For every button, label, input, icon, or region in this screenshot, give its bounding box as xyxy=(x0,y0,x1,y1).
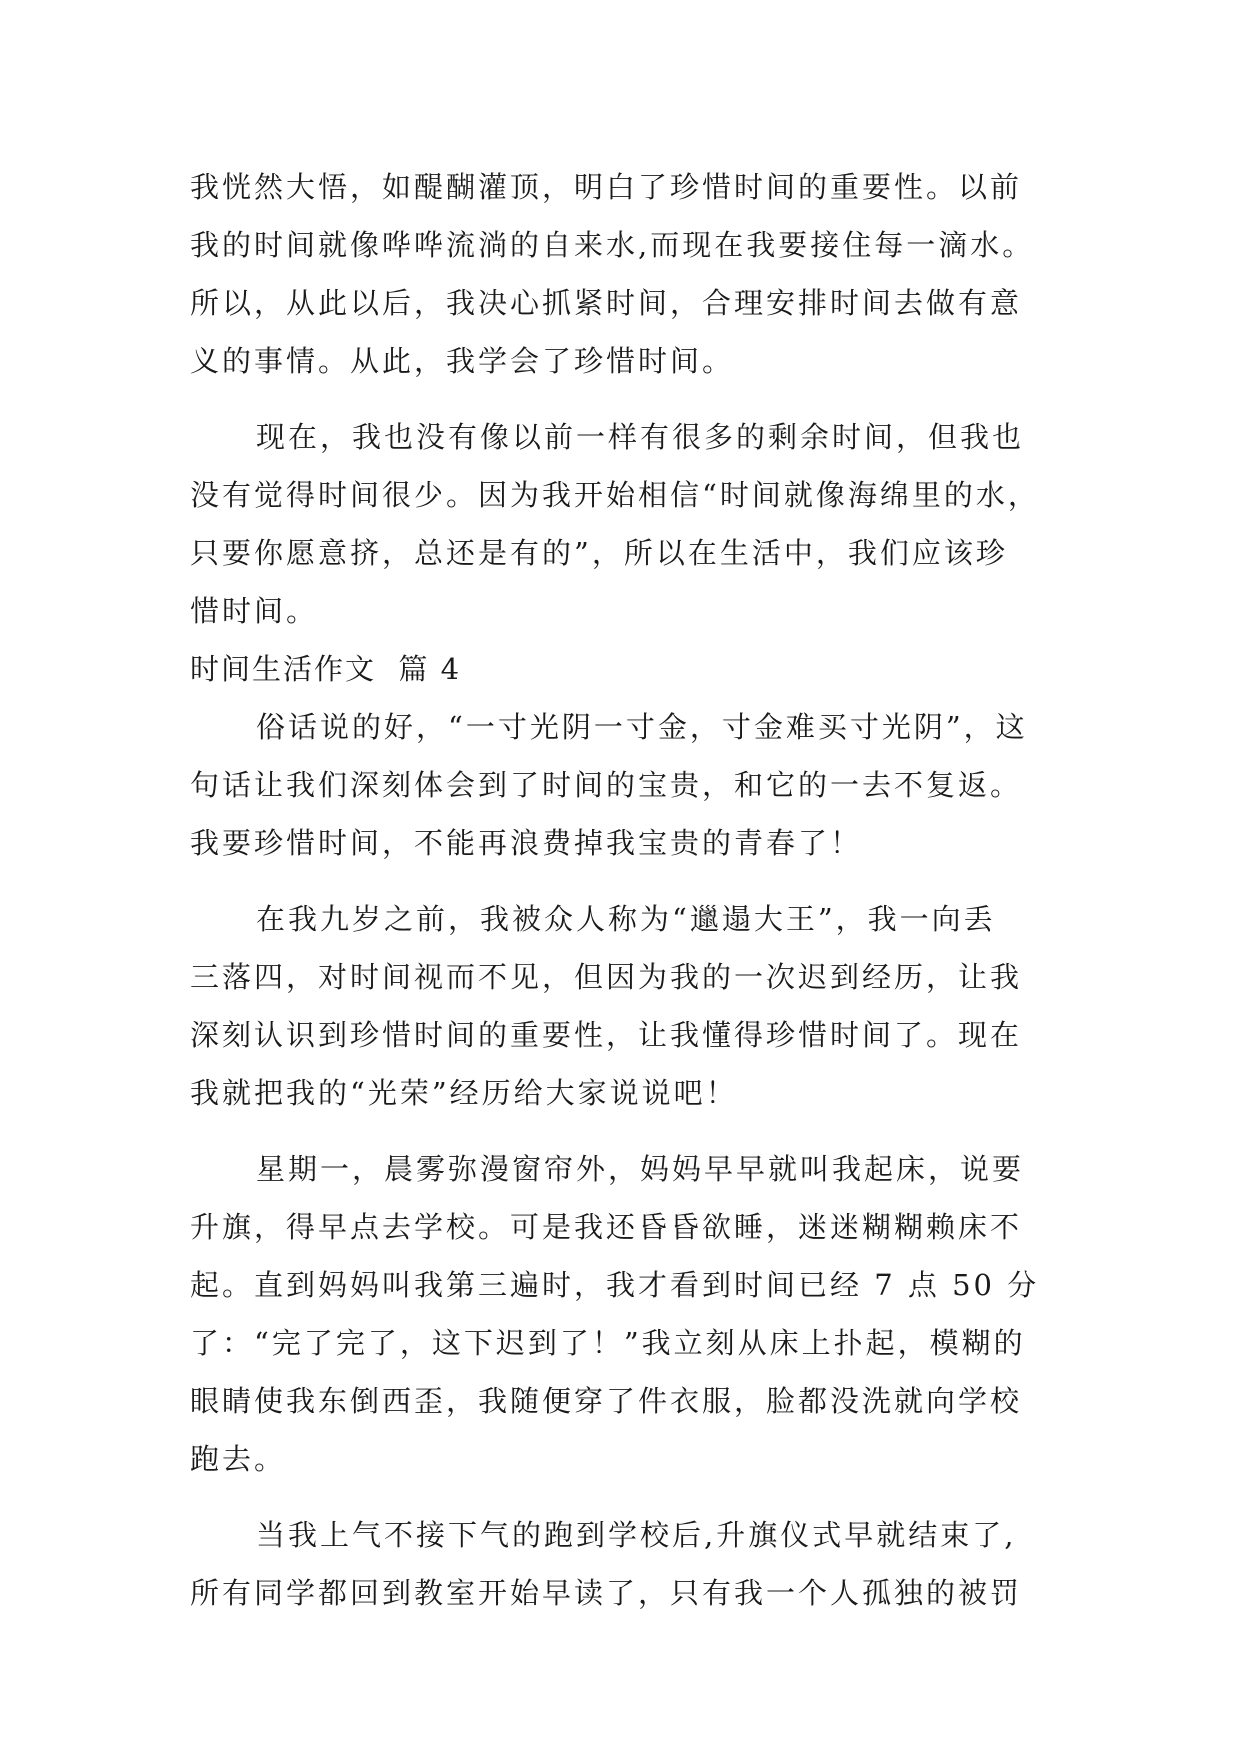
paragraph-5 xyxy=(190,1140,1070,1488)
text-line: 我就把我的“光荣”经历给大家说说吧！ xyxy=(190,1076,738,1110)
text-line: 没有觉得时间很少。因为我开始相信“时间就像海绵里的水， xyxy=(190,478,1040,512)
text-line: 深刻认识到珍惜时间的重要性，让我懂得珍惜时间了。现在 xyxy=(190,1018,1023,1052)
text-line: 俗话说的好，“一寸光阴一寸金，寸金难买寸光阴”，这 xyxy=(256,710,1028,744)
text-line: 三落四，对时间视而不见，但因为我的一次迟到经历，让我 xyxy=(190,960,1023,994)
document-body xyxy=(190,158,1070,1622)
paragraph-6 xyxy=(190,1506,1070,1622)
text-line: 了：“完了完了，这下迟到了！”我立刻从床上扑起，模糊的 xyxy=(190,1326,1026,1360)
text-line: 所以，从此以后，我决心抓紧时间，合理安排时间去做有意 xyxy=(190,286,1023,320)
text-line: 所有同学都回到教室开始早读了，只有我一个人孤独的被罚 xyxy=(190,1576,1023,1610)
text-line: 句话让我们深刻体会到了时间的宝贵，和它的一去不复返。 xyxy=(190,768,1023,802)
text-line: 现在，我也没有像以前一样有很多的剩余时间，但我也 xyxy=(256,420,1025,454)
text-line: 我要珍惜时间，不能再浪费掉我宝贵的青春了！ xyxy=(190,826,863,860)
text-line: 起。直到妈妈叫我第三遍时，我才看到时间已经 7 点 50 分 xyxy=(190,1268,1040,1302)
text-line: 义的事情。从此，我学会了珍惜时间。 xyxy=(190,344,735,378)
text-line: 在我九岁之前，我被众人称为“邋遢大王”，我一向丢 xyxy=(256,902,996,936)
text-line: 跑去。 xyxy=(190,1442,287,1476)
text-line: 惜时间。 xyxy=(190,594,319,628)
text-line: 眼睛使我东倒西歪，我随便穿了件衣服，脸都没洗就向学校 xyxy=(190,1384,1023,1418)
text-line: 当我上气不接下气的跑到学校后,升旗仪式早就结束了, xyxy=(256,1518,1017,1552)
paragraph-3 xyxy=(190,698,1070,872)
text-line: 我的时间就像哗哗流淌的自来水,而现在我要接住每一滴水。 xyxy=(190,228,1035,262)
text-line: 只要你愿意挤，总还是有的”，所以在生活中，我们应该珍 xyxy=(190,536,1008,570)
text-line: 我恍然大悟，如醍醐灌顶，明白了珍惜时间的重要性。以前 xyxy=(190,170,1023,204)
text-line: 升旗，得早点去学校。可是我还昏昏欲睡，迷迷糊糊赖床不 xyxy=(190,1210,1023,1244)
paragraph-4 xyxy=(190,890,1070,1122)
paragraph-1 xyxy=(190,158,1070,390)
paragraph-2 xyxy=(190,408,1070,640)
section-heading: 时间生活作文 篇 4 xyxy=(190,652,462,686)
text-line: 星期一，晨雾弥漫窗帘外，妈妈早早就叫我起床，说要 xyxy=(256,1152,1025,1186)
